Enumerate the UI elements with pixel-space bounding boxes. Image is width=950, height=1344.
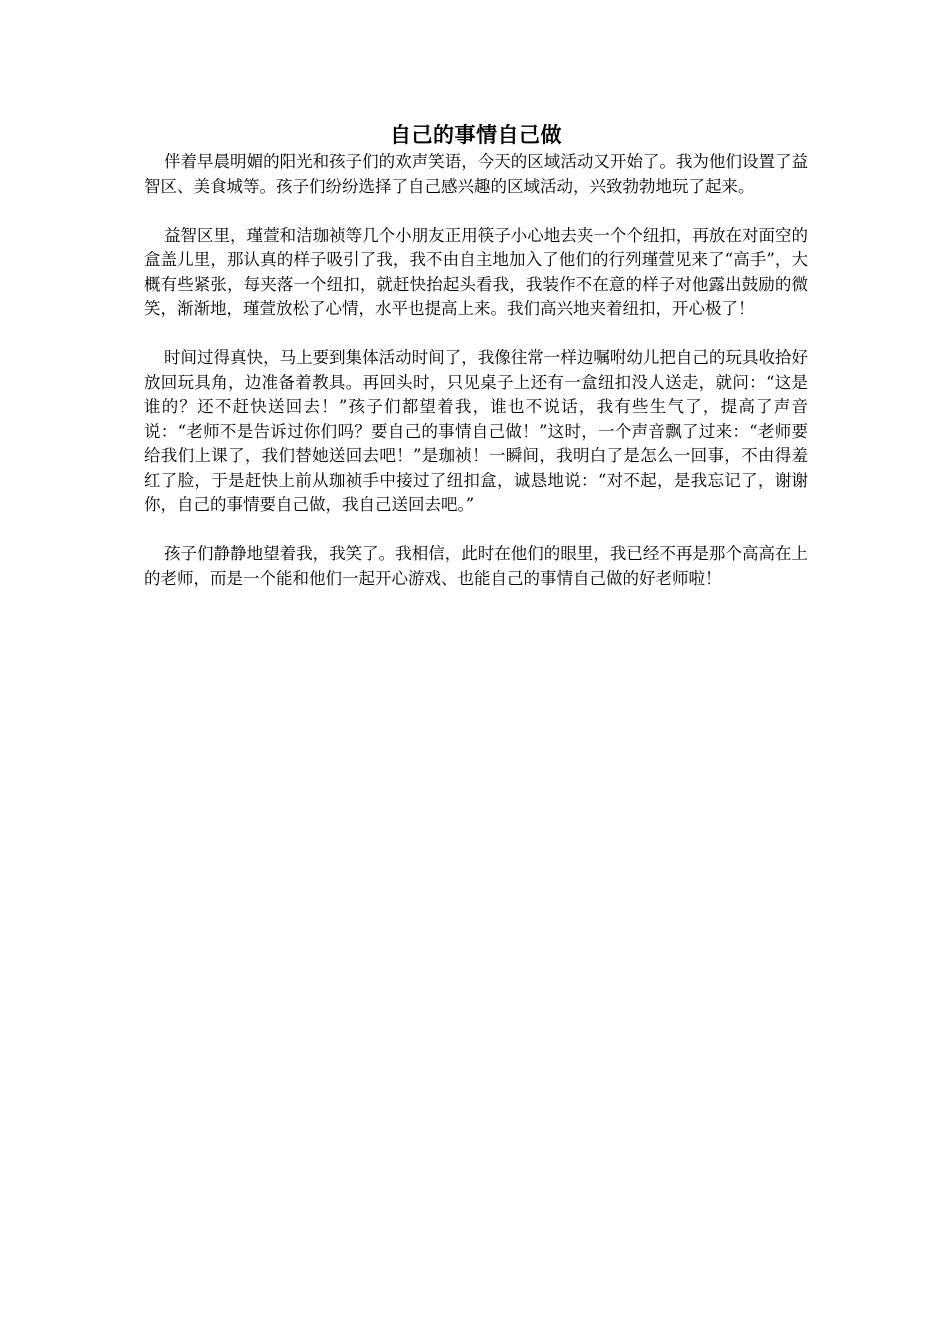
paragraph-4: 孩子们静静地望着我，我笑了。我相信，此时在他们的眼里，我已经不再是那个高高在上的老师，而是一个能和他们一起开心游戏、也能自己的事情自己做的好老师啦！ <box>144 544 808 588</box>
paragraph-2: 益智区里，瑾萱和洁珈祯等几个小朋友正用筷子小心地去夹一个个纽扣，再放在对面空的盒盖儿里，那认真的样子吸引了我，我不由自主地加入了他们的行列瑾萱见来了“高手”，大概有些紧张，每夹落一个纽扣，就赶快抬起头看我，我装作不在意的样子对他露出鼓励的微笑，渐渐地，瑾萱放松了心情，水平也提高上来。我们高兴地夹着纽扣，开心极了！ <box>144 225 808 318</box>
paragraph-1: 伴着早晨明媚的阳光和孩子们的欢声笑语，今天的区域活动又开始了。我为他们设置了益智区、美食城等。孩子们纷纷选择了自己感兴趣的区域活动，兴致勃勃地玩了起来。 <box>144 152 808 196</box>
document-body <box>144 120 808 591</box>
document-title: 自己的事情自己做 <box>390 123 562 147</box>
paragraph-3: 时间过得真快，马上要到集体活动时间了，我像往常一样边嘱咐幼儿把自己的玩具收拾好放回玩具角，边准备着教具。再回头时，只见桌子上还有一盒纽扣没人送走，就问：“这是谁的？还不赶快送回去！”孩子们都望着我，谁也不说话，我有些生气了，提高了声音说：“老师不是告诉过你们吗？要自己的事情自己做！”这时，一个声音飘了过来：“老师要给我们上课了，我们替她送回去吧！”是珈祯！一瞬间，我明白了是怎么一回事，不由得羞红了脸，于是赶快上前从珈祯手中接过了纽扣盒，诚恳地说：“对不起，是我忘记了，谢谢你，自己的事情要自己做，我自己送回去吧。” <box>144 348 808 514</box>
